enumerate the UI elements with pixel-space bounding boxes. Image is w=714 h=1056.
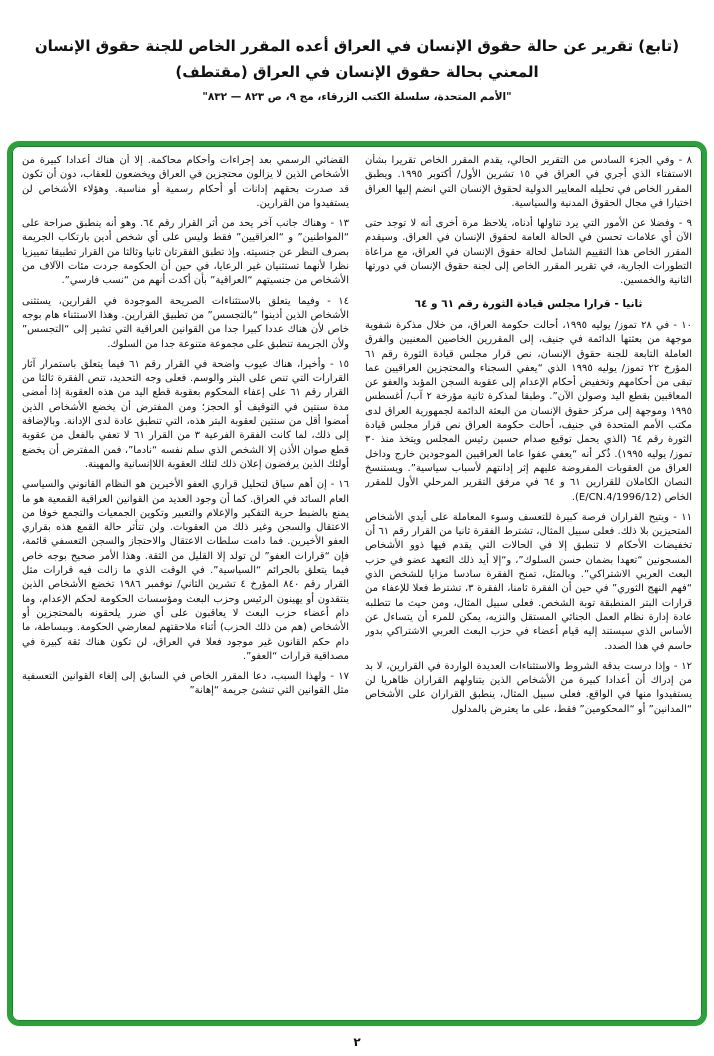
page-number: ٢ <box>353 1035 361 1049</box>
paragraph-11: ١١ - ويتيح القراران فرصة كبيرة للتعسف وسوء المعاملة على أيدي الأشخاص المتحيزين بلا ذلك. فعلى سبيل المثال، تشترط الفقرة ثانيا من القرار رقم ٦١ أن تخفيضات الأحكام لا تنطبق إلا في الحالات التي يقدم فيها ذوو الأشخاص المسجونين “تعهدا بضمان حسن السلوك”، و“إلا أيد ذلك التعهد عضو في حزب البعث العربي الاشتراكي”. وبالمثل، تمنح الفقرة سادسا مزايا للشخص الذي “فهم النهج الثوري” في حين أن الفقرة ثامنا، الفقرة ٣، تشترط فعلا للإعفاء من قرارات البتر المنطبقة توبة الشخص. فعلى سبيل المثال، ومن حيث ما تتطلبه عادة إدارة نظام العمل الجنائي المستقل والنزيه، يمكن للمرء أن يتساءل عن الأساس الذي سيستند إليه قيام أعضاء في حزب البعث العربي الاشتراكي بدور حاسم في هذا الصدد. <box>365 511 692 652</box>
paragraph-12-start: ١٢ - وإذا درست بدقة الشروط والاستثناءات العديدة الواردة في القرارين، لا بد من إدراك أن أعدادا كبيرة من الأشخاص الذين يتناولهم القراران ظاهريا لن يستفيدوا منها في الواقع. فعلى سبيل المثال، ينطبق القراران على الأشخاص “المدانين” أو “المحكومين” فقط، على ما يعترض بالمدلول <box>365 660 692 715</box>
green-border-content-box <box>7 141 707 1026</box>
paragraph-9: ٩ - وفضلا عن الأمور التي يرد تناولها أدناه، يلاحظ مرة أخرى أنه لا توجد حتى الآن أي علامات تحسن في الحالة العامة لحقوق الإنسان في العراق. وسيقدم المقرر الخاص هذا التقييم الشامل لحالة حقوق الإنسان في العراق، مع مراعاة التطورات الجارية، في تقرير المقرر الخاص إلى لجنة حقوق الإنسان في دورتها الثانية والخمسين. <box>365 218 692 287</box>
right-text-column <box>365 154 692 1013</box>
left-text-column <box>22 154 349 1013</box>
document-header <box>0 0 714 103</box>
paragraph-14: ١٤ - وفيما يتعلق بالاستثناءات الصريحة الموجودة في القرارين، يستثنى الأشخاص الذين أدينوا “بالتجسس” من تطبيق القرارين. وهذا الاستثناء هام بوجه خاص لأن هناك عددا كبيرا جدا من القوانين العراقية التي تشير إلى “التجسس” ولأن الجريمة تنطبق على مجموعة متنوعة جدا من السلوك. <box>22 295 349 350</box>
paragraph-13: ١٣ - وهناك جانب آخر يحد من أثر القرار رقم ٦٤. وهو أنه ينطبق صراحة على “المواطنين” و “العراقيين” فقط وليس على أي شخص أدين بارتكاب الجريمة بصرف النظر عن جنسيته. وإذ تطبق الفقرتان ثانيا وثالثا من القرار تطبيقا تمييزيا نظرا لأنهما تستثنيان غير الرعايا، في حين أن الحكومة جردت مئات الآلاف من الأشخاص من جنسيتهم “العراقية” بأن أكدت أنهم من “نسب فارسي”. <box>22 218 349 287</box>
paragraph-15: ١٥ - وأخيرا، هناك عيوب واضحة في القرار رقم ٦١ فيما يتعلق باستمرار آثار القرارات التي تنص على البتر والوسم. فعلى وجه التحديد، تنص الفقرة ثالثا من القرار رقم ٦١ على إعفاء المحكوم بعقوبة قطع اليد من هذه العقوبة إذا أمضى مدة سنتين في التوقيف أو الحجز؛ ومن المفترض أن يخضع الأشخاص الذين أمضوا أقل من سنتين لعقوبة البتر هذه، التي تنطبق عادة لدى الإدانة. وبالإضافة إلى ذلك، لما كانت الفقرة الفرعية ٣ من القرار ٦١ لا تعفي بالفعل من عقوبة قطع صوان الأذن إلا الشخص الذي سلم نفسه “نادما”، فمن المفترض أن يخضع أولئك الذين يرفضون إعلان ذلك لتلك العقوبة اللاإنسانية والمهينة. <box>22 358 349 470</box>
section-heading: ثانيا - قرارا مجلس قيادة الثورة رقم ٦١ و ٦٤ <box>414 297 643 310</box>
paragraph-8: ٨ - وفي الجزء السادس من التقرير الحالي، يقدم المقرر الخاص تقريرا بشأن الاستفتاء الذي أجري في العراق في ١٥ تشرين الأول/ أكتوبر ١٩٩٥. ويطبق المقرر الخاص في تحليله المعايير الدولية لحقوق الإنسان التي انضم إليها العراق اختيارا في مجال الحقوق المدنية والسياسية. <box>365 155 692 209</box>
document-title-line-1: (تابع) تقرير عن حالة حقوق الإنسان في العراق أعده المقرر الخاص للجنة حقوق الإنسان <box>34 37 680 55</box>
paragraph-16: ١٦ - إن أهم سياق لتحليل قراري العفو الأخيرين هو النظام القانوني والسياسي العام السائد في العراق. كما أن وجود العديد من القوانين العراقية القمعية هو ما يمنع بالضبط حرية التفكير والإعلام والتعبير وتكوين الجمعيات والتجمع خوفا من الاعتقال والسجن وغير ذلك من العقوبات. ولن تتأثر حالة القمع هذه بقراري العفو الأخيرين. فما دامت سلطات الاعتقال والاحتجاز والسجن التعسفي قائمة، فإن “قرارات العفو” لن تولد إلا القليل من الثقة. وهذا الأمر صحيح بوجه خاص فيما يتعلق بالجرائم “السياسية”. في الوقت الذي ما زالت فيه قرارات مثل القرار رقم ٨٤٠ المؤرخ ٤ تشرين الثاني/ نوفمبر ١٩٨٦ تخضع الأشخاص الذين ينتقدون أو يهينون الرئيس وحزب البعث ومؤسسات الحكومة لحكم الإعدام، وما دام أعضاء حزب البعث لا يعاقبون على أي ضرر يلحقونه بالمحتجزين أو الأشخاص (هم من ذلك الحزب) أثناء ملاحقتهم لمعارضي الحكومة. وببساطة، ما دام حكم القانون غير موجود فعلا في العراق، لن تكون هناك ثقة كبيرة في مصداقية قرارات “العفو”. <box>22 479 349 662</box>
document-source-line: "الأمم المتحدة، سلسلة الكتب الزرقاء، مج ٩، ص ٨٢٣ — ٨٣٢" <box>202 90 512 103</box>
paragraph-12-continued: القضائي الرسمي بعد إجراءات وأحكام محاكمة. إلا أن هناك أعدادا كبيرة من الأشخاص الذين لا يزالون محتجزين في العراق ويخضعون للعقاب، دون أن تكون قد صدرت بحقهم إدانات أو أحكام رسمية أو مناسبة. وهؤلاء الأشخاص لن يستفيدوا من القرارين. <box>22 155 349 209</box>
document-title-line-2: المعني بحالة حقوق الإنسان في العراق (مقتطف) <box>175 62 539 81</box>
paragraph-17: ١٧ - ولهذا السبب، دعا المقرر الخاص في السابق إلى إلغاء القوانين التعسفية مثل القوانين التي تنشئ جريمة “إهانة” <box>22 671 349 697</box>
paragraph-10: ١٠ - في ٢٨ تموز/ يوليه ١٩٩٥، أحالت حكومة العراق، من خلال مذكرة شفوية موجهة من بعثتها الدائمة في جنيف، إلى المقررين الخاصين المعنيين والفرق العاملة التابعة للجنة حقوق الإنسان، نص قرار مجلس قيادة الثورة رقم ٦١ المؤرخ ٢٢ تموز/ يوليه ١٩٩٥ الذي “يعفي السجناء والمحتجزين العراقيين عما تبقى من أحكامهم وتخفيض أحكام الإعدام إلى عقوبة السجن المؤبد والعفو عن المعاقبين بقطع اليد وصولن الآن”. وطبقا لمذكرة ثانية مؤرخة ٢ آب/ أغسطس ١٩٩٥ وموجهة إلى مركز حقوق الإنسان من البعثة الدائمة لجمهورية العراق لدى مكتب الأمم المتحدة في جنيف، أحالت حكومة العراق نص قرار مجلس قيادة الثورة رقم ٦٤ (الذي يحمل توقيع صدام حسين رئيس المجلس ويتخذ منذ ٣٠ تموز/ يوليه ١٩٩٥). ذُكر أنه “يعفي عفوا عاما العراقيين الموجودين خارج وداخل العراق من العقوبات المفروضة عليهم إثر إدانتهم لأسباب سياسية”. ويستنسخ النصان الكاملان للقرارين ٦١ و ٦٤ في مرفق التقرير المرحلي الأول للمقرر الخاص (E/CN.4/1996/12). <box>365 319 692 503</box>
